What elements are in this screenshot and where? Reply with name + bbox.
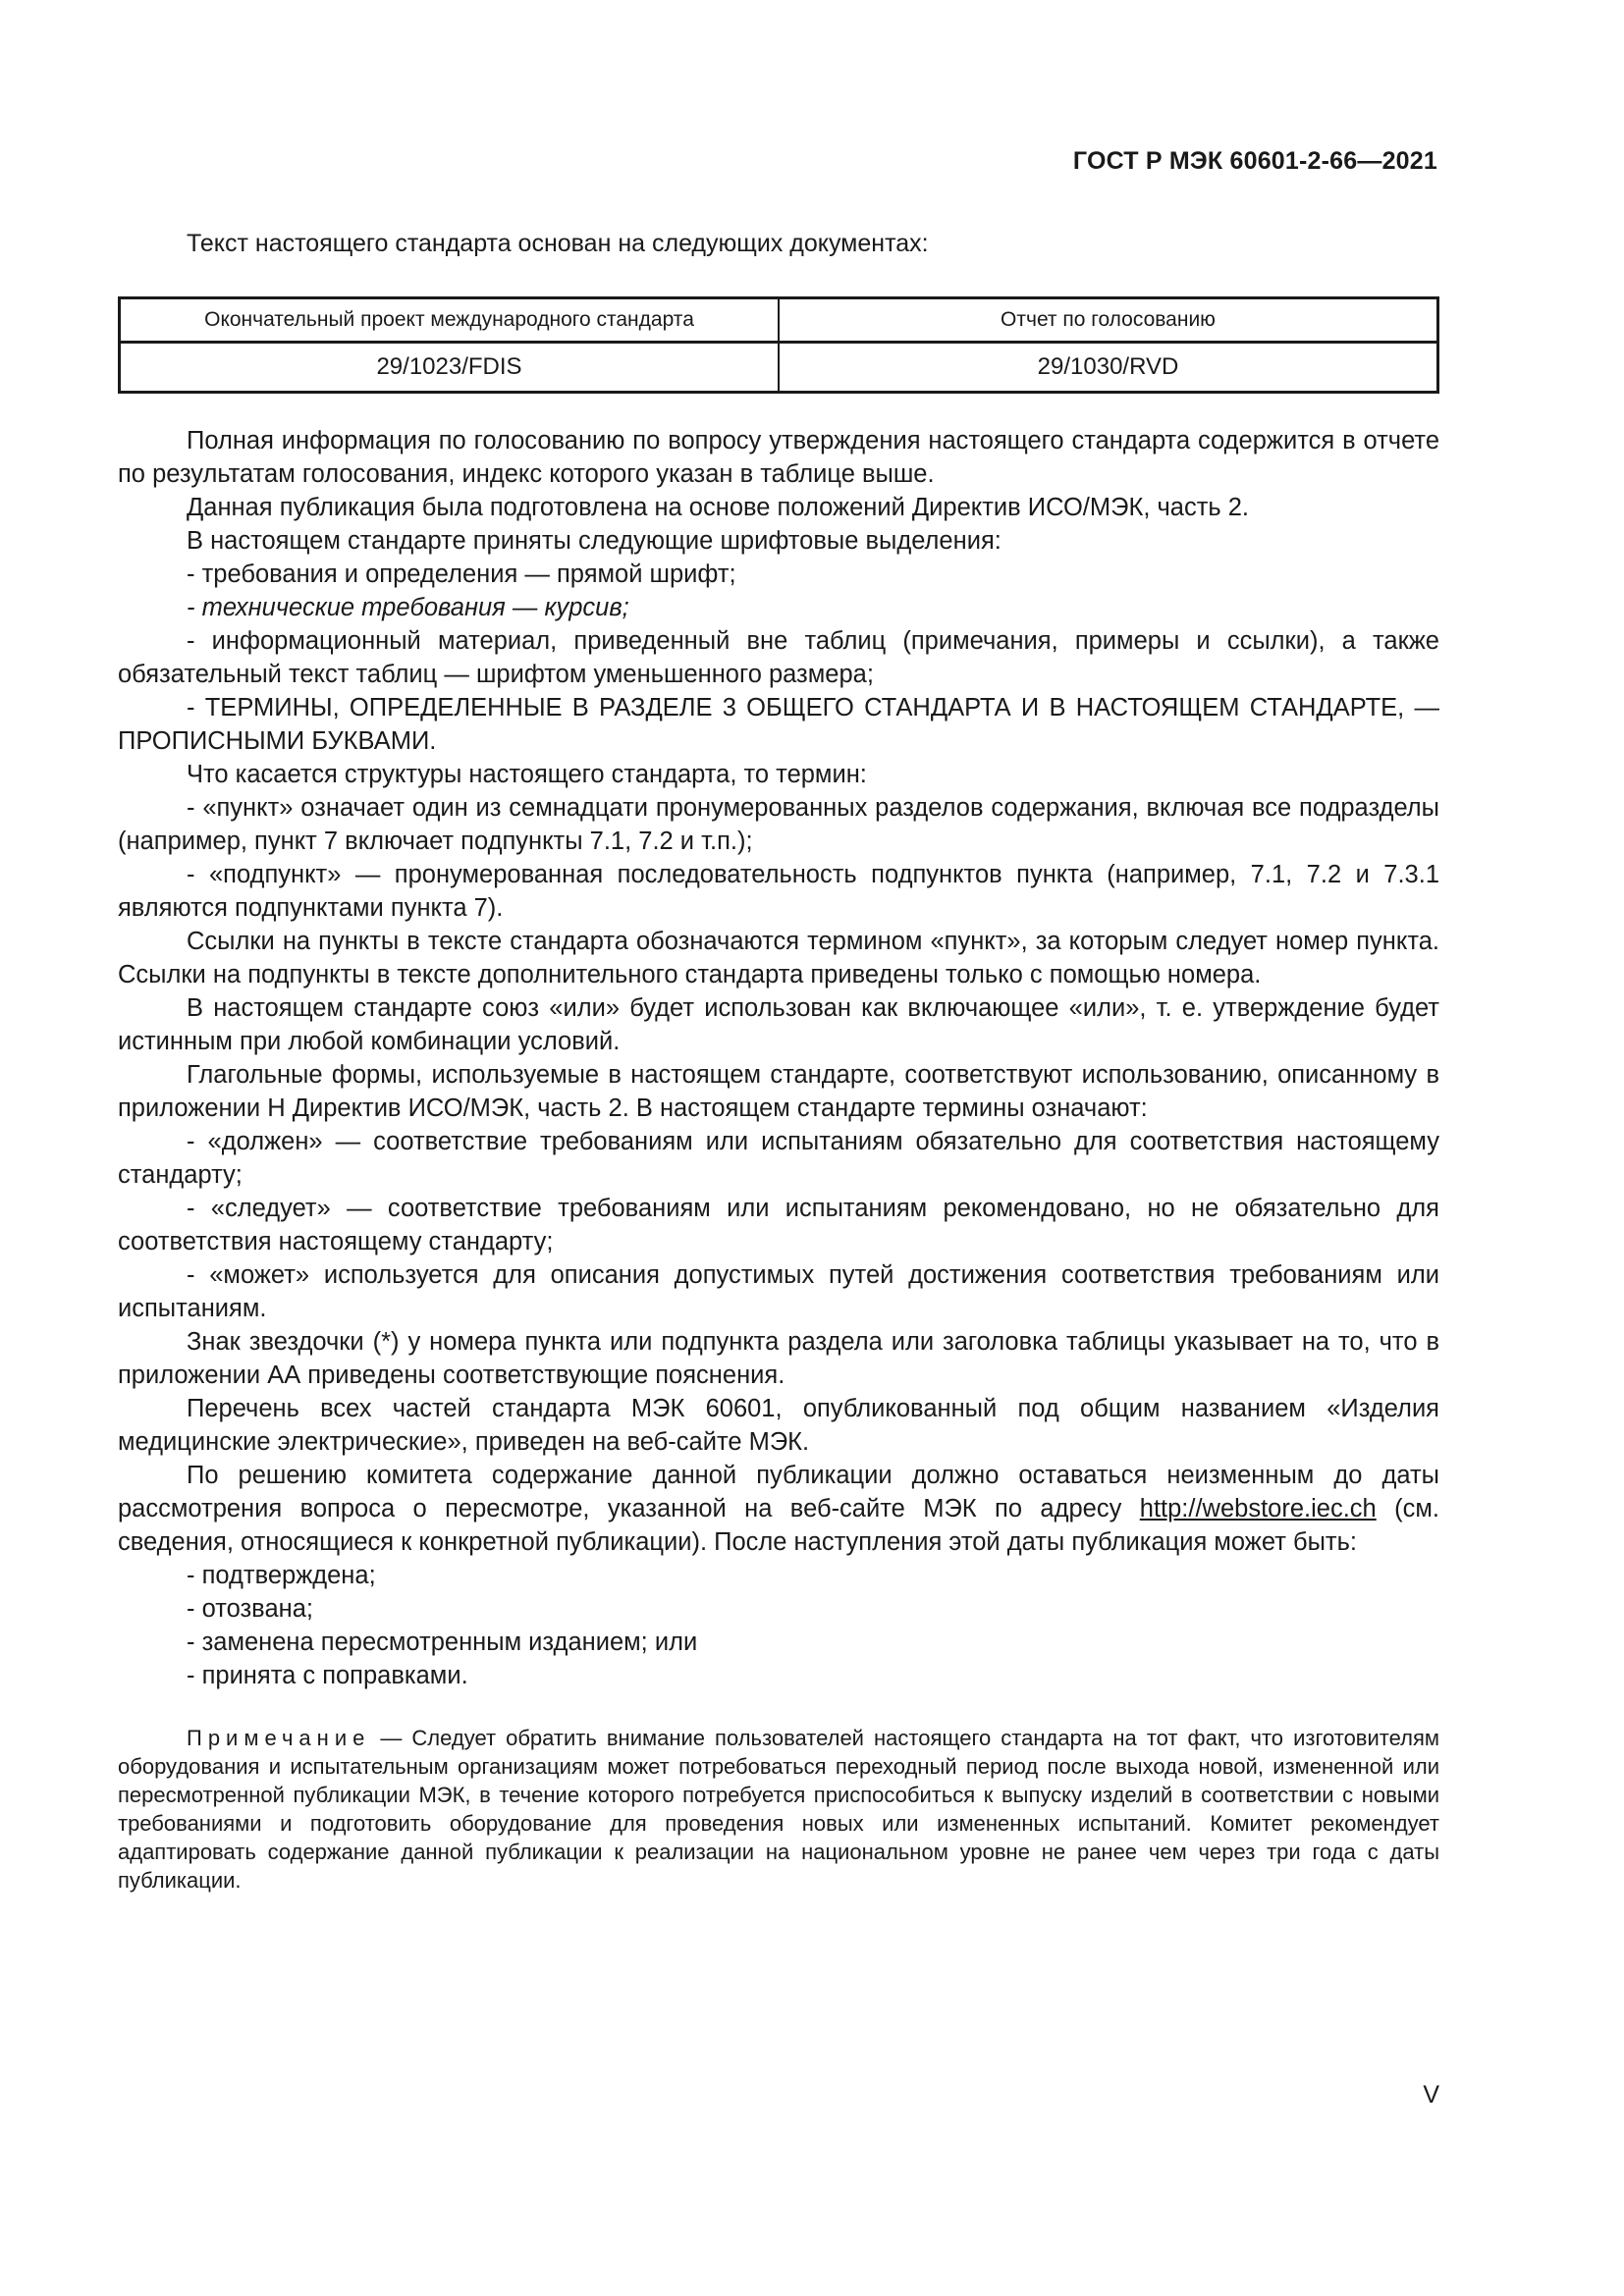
page-number: V <box>1423 2081 1439 2109</box>
list-item: - принята с поправками. <box>187 1662 468 1689</box>
note-label: Примечание <box>187 1726 371 1750</box>
paragraph: - «должен» — соответствие требованиям или испытаниям обязательно для соответствия настоящему стандарту; <box>118 1128 1439 1189</box>
paragraph: Перечень всех частей стандарта МЭК 60601, опубликованный под общим названием «Изделия медицинские электрические», приведен на веб-сайте МЭК. <box>118 1395 1439 1456</box>
paragraph: - требования и определения — прямой шрифт; <box>187 561 736 588</box>
paragraph: Данная публикация была подготовлена на основе положений Директив ИСО/МЭК, часть 2. <box>187 494 1250 521</box>
table-header-fdis: Окончательный проект международного стандарта <box>120 298 780 343</box>
paragraph: - «следует» — соответствие требованиям или испытаниям рекомендовано, но не обязательно для соответствия настоящему стандарту; <box>118 1195 1439 1255</box>
paragraph: В настоящем стандарте приняты следующие шрифтовые выделения: <box>187 527 1001 555</box>
intro-text: Текст настоящего стандарта основан на следующих документах: <box>187 230 929 257</box>
revision-text-before: По решению комитета содержание данной публикации должно оставаться неизменным до даты рассмотрения вопроса о пересмотре, указанной на веб-сайте МЭК по адресу <box>118 1462 1439 1522</box>
paragraph: - ТЕРМИНЫ, ОПРЕДЕЛЕННЫЕ В РАЗДЕЛЕ 3 ОБЩЕГО СТАНДАРТА И В НАСТОЯЩЕМ СТАНДАРТЕ, — ПРОПИСНЫМИ БУКВАМИ. <box>118 694 1439 755</box>
webstore-link[interactable]: http://webstore.iec.ch <box>1139 1495 1377 1522</box>
note-text: — Следует обратить внимание пользователей настоящего стандарта на тот факт, что изготовителям оборудования и испытательным организациям может потребоваться переходный период после выхода новой, измененной или пересмотренной публикации МЭК, в течение которого потребуется приспособиться к выпуску изделий в соответствии с новыми требованиями и подготовить оборудование для проведения новых или измененных испытаний. Комитет рекомендует адаптировать содержание данной публикации к реализации на национальном уровне не ранее чем через три года с даты публикации. <box>118 1726 1439 1893</box>
list-item: - отозвана; <box>187 1595 313 1623</box>
paragraph: - информационный материал, приведенный вне таблиц (примечания, примеры и ссылки), а также обязательный текст таблиц — шрифтом уменьшенного размера; <box>118 627 1439 688</box>
list-item: - подтверждена; <box>187 1562 376 1589</box>
paragraph: - «подпункт» — пронумерованная последовательность подпунктов пункта (например, 7.1, 7.2 и 7.3.1 являются подпунктами пункта 7). <box>118 861 1439 922</box>
revision-paragraph <box>118 1459 1439 1559</box>
paragraph: Ссылки на пункты в тексте стандарта обозначаются термином «пункт», за которым следует номер пункта. Ссылки на подпункты в тексте дополнительного стандарта приведены только с помощью номера. <box>118 928 1439 988</box>
table-cell-fdis: 29/1023/FDIS <box>120 343 780 393</box>
paragraph: Знак звездочки (*) у номера пункта или подпункта раздела или заголовка таблицы указывает на то, что в приложении АА приведены соответствующие пояснения. <box>118 1328 1439 1389</box>
note-paragraph <box>118 1724 1439 1895</box>
table-row <box>120 343 1438 393</box>
paragraph: - «может» используется для описания допустимых путей достижения соответствия требованиям или испытаниям. <box>118 1261 1439 1322</box>
paragraph: - «пункт» означает один из семнадцати пронумерованных разделов содержания, включая все подразделы (например, пункт 7 включает подпункты 7.1, 7.2 и т.п.); <box>118 794 1439 855</box>
revision-text-after: (см. сведения, относящиеся к конкретной публикации). После наступления этой даты публикация может быть: <box>118 1495 1439 1556</box>
body-text <box>118 424 1439 1692</box>
table-header-rvd: Отчет по голосованию <box>779 298 1438 343</box>
table-cell-rvd: 29/1030/RVD <box>779 343 1438 393</box>
paragraph: В настоящем стандарте союз «или» будет использован как включающее «или», т. е. утверждение будет истинным при любой комбинации условий. <box>118 994 1439 1055</box>
standard-designation: ГОСТ Р МЭК 60601-2-66—2021 <box>1072 147 1437 175</box>
documents-table <box>118 296 1439 394</box>
paragraph: Полная информация по голосованию по вопросу утверждения настоящего стандарта содержится в отчете по результатам голосования, индекс которого указан в таблице выше. <box>118 427 1439 488</box>
paragraph: Глагольные формы, используемые в настоящем стандарте, соответствуют использованию, описанному в приложении Н Директив ИСО/МЭК, часть 2. В настоящем стандарте термины означают: <box>118 1061 1439 1122</box>
paragraph-italic: - технические требования — курсив; <box>187 594 629 621</box>
list-item: - заменена пересмотренным изданием; или <box>187 1629 698 1656</box>
table-header-row <box>120 298 1438 343</box>
note <box>118 1724 1439 1895</box>
paragraph: Что касается структуры настоящего стандарта, то термин: <box>187 761 867 788</box>
